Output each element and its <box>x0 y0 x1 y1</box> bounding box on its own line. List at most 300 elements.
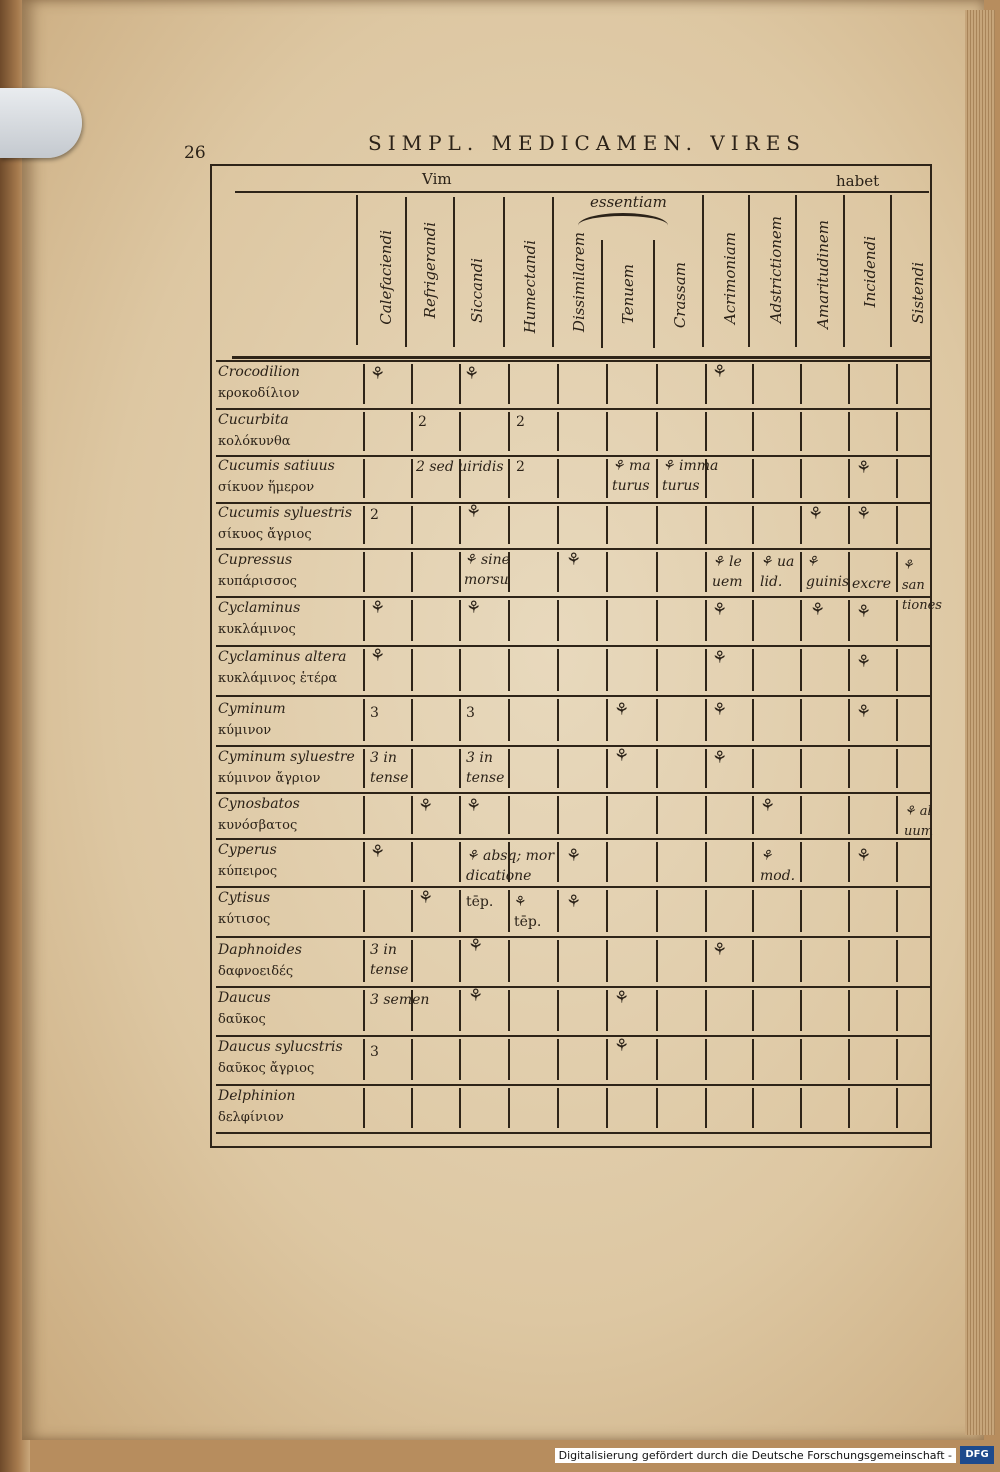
cell-divider <box>705 990 707 1031</box>
cell-divider <box>848 890 850 932</box>
row-label-cyperus <box>218 840 277 882</box>
cell-divider <box>848 600 850 641</box>
cell-divider <box>557 1039 559 1080</box>
cell-divider <box>363 552 365 592</box>
cell-divider <box>656 940 658 982</box>
cell-divider <box>363 506 365 544</box>
cell-value: ⚘ sine morsu <box>464 552 510 588</box>
latin-name: Cyclaminus altera <box>218 649 347 665</box>
cell-divider <box>459 552 461 592</box>
cell-divider <box>606 459 608 498</box>
latin-name: Cyminum syluestre <box>218 749 355 765</box>
row-label-cucurbita <box>218 410 291 452</box>
cell-divider <box>606 796 608 834</box>
row-divider <box>216 886 930 888</box>
cell-divider <box>800 364 802 404</box>
cell-divider <box>705 412 707 451</box>
latin-name: Cynosbatos <box>218 796 300 812</box>
cell-divider <box>363 796 365 834</box>
cell-divider <box>363 699 365 741</box>
cell-mark: ⚘ <box>466 502 482 522</box>
cell-value: 2 <box>516 414 525 430</box>
col-header-humectandi: Humectandi <box>521 240 539 334</box>
cell-value: 3 <box>370 705 379 721</box>
cell-divider <box>848 1088 850 1128</box>
cell-divider <box>459 412 461 451</box>
latin-name: Daphnoides <box>218 942 302 958</box>
cell-value: 2 <box>370 507 379 523</box>
cell-divider <box>557 649 559 691</box>
row-divider <box>216 986 930 988</box>
cell-divider <box>411 1039 413 1080</box>
cell-value: 2 <box>418 414 427 430</box>
cell-divider <box>800 412 802 451</box>
cell-divider <box>363 459 365 498</box>
cell-value: 3 in tense <box>370 750 409 786</box>
cell-mark: ⚘ <box>468 936 484 956</box>
cell-divider <box>705 796 707 834</box>
cell-mark: ⚘ <box>712 648 728 668</box>
cell-divider <box>557 796 559 834</box>
cell-divider <box>411 940 413 982</box>
cell-divider <box>606 749 608 788</box>
cell-divider <box>557 699 559 741</box>
cell-divider <box>705 1039 707 1080</box>
cell-divider <box>752 699 754 741</box>
cell-divider <box>800 552 802 592</box>
cell-divider <box>508 412 510 451</box>
cell-divider <box>557 412 559 451</box>
row-divider <box>216 695 930 697</box>
cell-divider <box>606 990 608 1031</box>
cell-divider <box>459 990 461 1031</box>
row-label-daucus-sylucstris <box>218 1037 343 1079</box>
cell-divider <box>848 412 850 451</box>
cell-divider <box>848 940 850 982</box>
cell-divider <box>896 459 898 498</box>
cell-divider <box>363 412 365 451</box>
cell-divider <box>363 749 365 788</box>
row-label-cyclaminus <box>218 598 300 640</box>
cell-divider <box>411 552 413 592</box>
cell-divider <box>557 552 559 592</box>
cell-mark: ⚘ <box>370 646 386 666</box>
cell-divider <box>848 796 850 834</box>
cell-divider <box>459 890 461 932</box>
row-label-cyminum <box>218 699 286 741</box>
cell-divider <box>508 1039 510 1080</box>
cell-divider <box>705 749 707 788</box>
col-header-dissimilarem: Dissimilarem <box>570 232 588 333</box>
cell-divider <box>752 1039 754 1080</box>
cell-divider <box>411 506 413 544</box>
cell-divider <box>508 699 510 741</box>
cell-divider <box>752 364 754 404</box>
cell-divider <box>411 364 413 404</box>
greek-name: σίκυος ἄγριος <box>218 527 312 542</box>
cell-divider <box>606 364 608 404</box>
cell-divider <box>606 890 608 932</box>
cell-divider <box>800 990 802 1031</box>
cell-divider <box>800 796 802 834</box>
cell-divider <box>363 890 365 932</box>
cell-divider <box>705 842 707 882</box>
cell-divider <box>606 600 608 641</box>
cell-divider <box>800 459 802 498</box>
cell-divider <box>411 890 413 932</box>
cell-divider <box>896 552 898 592</box>
row-divider <box>216 360 930 362</box>
cell-mark: ⚘ <box>712 700 728 720</box>
cell-value: ⚘ le uem <box>712 554 743 590</box>
cell-divider <box>705 890 707 932</box>
latin-name: Cyclaminus <box>218 600 301 616</box>
cell-mark: ⚘ <box>464 364 480 384</box>
col-header-sistendi: Sistendi <box>909 262 927 324</box>
cell-mark: ⚘ <box>712 940 728 960</box>
latin-name: Cucumis syluestris <box>218 505 353 521</box>
cell-divider <box>656 890 658 932</box>
cell-value: 3 in tense <box>466 750 505 786</box>
col-header-tenuem: Tenuem <box>619 264 637 325</box>
cell-divider <box>896 749 898 788</box>
row-divider <box>216 1084 930 1086</box>
cell-divider <box>752 990 754 1031</box>
cell-divider <box>508 506 510 544</box>
cell-mark: ⚘ <box>466 796 482 816</box>
greek-name: δαφνοειδές <box>218 964 294 979</box>
cell-divider <box>606 940 608 982</box>
cell-divider <box>752 649 754 691</box>
cell-divider <box>848 990 850 1031</box>
cell-divider <box>459 600 461 641</box>
cell-divider <box>363 1039 365 1080</box>
cell-divider <box>411 749 413 788</box>
cell-divider <box>459 1039 461 1080</box>
cell-divider <box>752 940 754 982</box>
cell-divider <box>800 1088 802 1128</box>
greek-name: κυνόσβατος <box>218 818 298 833</box>
greek-name: κύτισος <box>218 912 271 927</box>
cell-mark: ⚘ <box>856 504 872 524</box>
cell-value: ⚘ guinis <box>806 554 850 590</box>
cell-divider <box>459 940 461 982</box>
cell-divider <box>800 506 802 544</box>
row-label-delphinion <box>218 1086 295 1128</box>
cell-divider <box>459 796 461 834</box>
col-header-refrigerandi: Refrigerandi <box>421 222 439 319</box>
cell-divider <box>656 459 658 498</box>
row-divider <box>216 792 930 794</box>
header-habet: habet <box>836 172 880 190</box>
cell-divider <box>557 506 559 544</box>
cell-divider <box>896 1039 898 1080</box>
row-divider <box>216 596 930 598</box>
cell-divider <box>459 364 461 404</box>
greek-name: κύπειρος <box>218 864 278 879</box>
greek-name: κυκλάμινος ἑτέρα <box>218 671 338 686</box>
cell-divider <box>606 1088 608 1128</box>
cell-divider <box>363 990 365 1031</box>
cell-divider <box>752 600 754 641</box>
cell-mark: ⚘ <box>856 602 872 622</box>
latin-name: Daucus <box>218 990 271 1006</box>
cell-divider <box>848 364 850 404</box>
col-header-incidendi: Incidendi <box>861 236 879 308</box>
cell-divider <box>656 412 658 451</box>
cell-divider <box>656 600 658 641</box>
cell-divider <box>848 749 850 788</box>
col-header-crassam: Crassam <box>671 262 689 329</box>
cell-divider <box>800 699 802 741</box>
cell-value: 3 semen <box>370 992 430 1008</box>
cell-mark: ⚘ <box>856 846 872 866</box>
cell-divider <box>606 649 608 691</box>
latin-name: Crocodilion <box>218 364 300 380</box>
cell-mark: ⚘ <box>466 598 482 618</box>
cell-divider <box>896 649 898 691</box>
cell-divider <box>752 749 754 788</box>
cell-mark: ⚘ <box>566 846 582 866</box>
cell-mark: ⚘ <box>810 600 826 620</box>
latin-name: Cytisus <box>218 890 271 906</box>
cell-divider <box>800 890 802 932</box>
cell-divider <box>557 990 559 1031</box>
cell-divider <box>606 552 608 592</box>
row-divider <box>216 1132 930 1134</box>
cell-divider <box>896 600 898 641</box>
cell-mark: ⚘ <box>856 652 872 672</box>
row-label-cynosbatos <box>218 794 300 836</box>
cell-divider <box>508 649 510 691</box>
cell-divider <box>705 552 707 592</box>
greek-name: δελφίνιον <box>218 1110 284 1125</box>
cell-value: 3 <box>370 1044 379 1060</box>
cell-divider <box>508 990 510 1031</box>
cell-divider <box>508 600 510 641</box>
cell-divider <box>459 1088 461 1128</box>
cell-divider <box>800 1039 802 1080</box>
cell-divider <box>800 940 802 982</box>
cell-value: ⚘ ma turus <box>612 458 651 494</box>
cell-value: ⚘ mod. <box>760 848 796 884</box>
col-header-calefaciendi: Calefaciendi <box>377 230 395 325</box>
cell-divider <box>459 649 461 691</box>
cell-value: ⚘ san tiones <box>902 558 942 613</box>
cell-divider <box>848 1039 850 1080</box>
greek-name: κύμινον <box>218 723 272 738</box>
cell-divider <box>459 842 461 882</box>
cell-value: ⚘ al uum <box>904 804 934 839</box>
cell-divider <box>656 842 658 882</box>
cell-divider <box>705 600 707 641</box>
cell-divider <box>411 842 413 882</box>
cell-value: tēp. <box>466 894 494 910</box>
row-divider <box>216 408 930 410</box>
cell-divider <box>705 940 707 982</box>
cell-divider <box>656 552 658 592</box>
digitization-credit: Digitalisierung gefördert durch die Deutsche Forschungsgemeinschaft - <box>555 1448 956 1463</box>
greek-name: σίκυον ἥμερον <box>218 480 315 495</box>
cell-divider <box>606 842 608 882</box>
row-divider <box>216 936 930 938</box>
cell-mark: ⚘ <box>370 364 386 384</box>
cell-value: 3 in tense <box>370 942 409 978</box>
cell-divider <box>656 990 658 1031</box>
cell-divider <box>459 749 461 788</box>
greek-name: κροκοδίλιον <box>218 386 300 401</box>
latin-name: Cyperus <box>218 842 277 858</box>
row-label-daucus <box>218 988 271 1030</box>
cell-divider <box>848 649 850 691</box>
cell-divider <box>606 699 608 741</box>
cell-divider <box>752 552 754 592</box>
cell-divider <box>752 412 754 451</box>
cell-divider <box>508 940 510 982</box>
cell-divider <box>459 506 461 544</box>
cell-divider <box>752 796 754 834</box>
cell-divider <box>656 796 658 834</box>
cell-divider <box>896 699 898 741</box>
cell-mark: ⚘ <box>370 842 386 862</box>
cell-divider <box>656 1088 658 1128</box>
cell-mark: ⚘ <box>614 1036 630 1056</box>
row-label-cucumis-satiuus <box>218 456 335 498</box>
cell-divider <box>363 600 365 641</box>
cell-divider <box>508 459 510 498</box>
cell-mark: ⚘ <box>614 746 630 766</box>
cell-divider <box>896 890 898 932</box>
col-header-acrimoniam: Acrimoniam <box>721 232 739 325</box>
col-header-siccandi: Siccandi <box>468 258 486 323</box>
latin-name: Cucurbita <box>218 412 289 428</box>
row-label-crocodilion <box>218 362 300 404</box>
cell-mark: ⚘ <box>614 700 630 720</box>
row-label-cucumis-syluestris <box>218 503 352 545</box>
cell-mark: ⚘ <box>712 362 728 382</box>
cell-divider <box>752 506 754 544</box>
greek-name: κυπάρισσος <box>218 574 297 589</box>
greek-name: δαῦκος ἄγριος <box>218 1061 315 1076</box>
col-header-adstrictionem: Adstrictionem <box>767 216 785 324</box>
cell-value: ⚘ ua lid. <box>760 554 795 590</box>
cell-divider <box>411 412 413 451</box>
cell-value: 2 <box>516 459 525 475</box>
cell-mark: ⚘ <box>712 600 728 620</box>
cell-divider <box>656 749 658 788</box>
row-divider <box>216 838 930 840</box>
page-number: 26 <box>184 143 206 163</box>
cell-mark: ⚘ <box>856 458 872 478</box>
header-essentiam: essentiam <box>590 193 667 211</box>
cell-divider <box>656 506 658 544</box>
cell-divider <box>459 699 461 741</box>
row-label-cytisus <box>218 888 270 930</box>
cell-divider <box>705 699 707 741</box>
row-label-cupressus <box>218 550 297 592</box>
cell-divider <box>752 1088 754 1128</box>
cell-value: 3 <box>466 705 475 721</box>
cell-divider <box>896 364 898 404</box>
cell-divider <box>896 842 898 882</box>
cell-divider <box>800 600 802 641</box>
cell-divider <box>363 364 365 404</box>
greek-name: κύμινον ἄγριον <box>218 771 321 786</box>
cell-divider <box>606 412 608 451</box>
cell-mark: ⚘ <box>468 986 484 1006</box>
cell-divider <box>363 649 365 691</box>
greek-name: κολόκυνθα <box>218 434 291 449</box>
cell-divider <box>656 1039 658 1080</box>
cell-mark: ⚘ <box>614 988 630 1008</box>
cell-divider <box>705 1088 707 1128</box>
cell-mark: ⚘ <box>566 892 582 912</box>
cell-divider <box>896 412 898 451</box>
cell-divider <box>508 364 510 404</box>
cell-divider <box>656 699 658 741</box>
cell-divider <box>411 600 413 641</box>
cell-divider <box>411 649 413 691</box>
cell-divider <box>557 1088 559 1128</box>
cell-value: excre <box>852 576 891 592</box>
cell-divider <box>656 649 658 691</box>
greek-name: δαῦκος <box>218 1012 266 1027</box>
col-header-amaritudinem: Amaritudinem <box>814 220 832 329</box>
cell-divider <box>752 842 754 882</box>
cell-divider <box>557 890 559 932</box>
cell-divider <box>411 699 413 741</box>
cell-divider <box>752 890 754 932</box>
row-label-daphnoides <box>218 940 302 982</box>
cell-value: ⚘ absq; mor dicatione <box>466 848 555 884</box>
cell-mark: ⚘ <box>418 888 434 908</box>
cell-value: ⚘ tēp. <box>514 894 542 930</box>
cell-divider <box>557 940 559 982</box>
cell-divider <box>411 796 413 834</box>
cell-divider <box>848 459 850 498</box>
row-label-cyminum-syluestre <box>218 747 355 789</box>
cell-divider <box>896 990 898 1031</box>
cell-divider <box>656 364 658 404</box>
cell-divider <box>705 649 707 691</box>
cell-divider <box>363 842 365 882</box>
cell-divider <box>557 364 559 404</box>
cell-divider <box>411 459 413 498</box>
cell-divider <box>606 506 608 544</box>
cell-divider <box>896 796 898 834</box>
latin-name: Cucumis satiuus <box>218 458 335 474</box>
cell-divider <box>705 506 707 544</box>
cell-divider <box>363 940 365 982</box>
latin-name: Daucus sylucstris <box>218 1039 343 1055</box>
cell-divider <box>508 796 510 834</box>
cell-divider <box>557 459 559 498</box>
cell-divider <box>896 1088 898 1128</box>
greek-name: κυκλάμινος <box>218 622 296 637</box>
dfg-logo: DFG <box>960 1446 994 1464</box>
cell-divider <box>606 1039 608 1080</box>
cell-mark: ⚘ <box>808 504 824 524</box>
latin-name: Delphinion <box>218 1088 296 1104</box>
cell-divider <box>800 749 802 788</box>
cell-mark: ⚘ <box>418 796 434 816</box>
cell-divider <box>800 649 802 691</box>
cell-value: 2 sed uiridis <box>416 459 504 475</box>
cell-mark: ⚘ <box>856 702 872 722</box>
cell-divider <box>508 890 510 932</box>
cell-mark: ⚘ <box>712 748 728 768</box>
cell-divider <box>557 749 559 788</box>
